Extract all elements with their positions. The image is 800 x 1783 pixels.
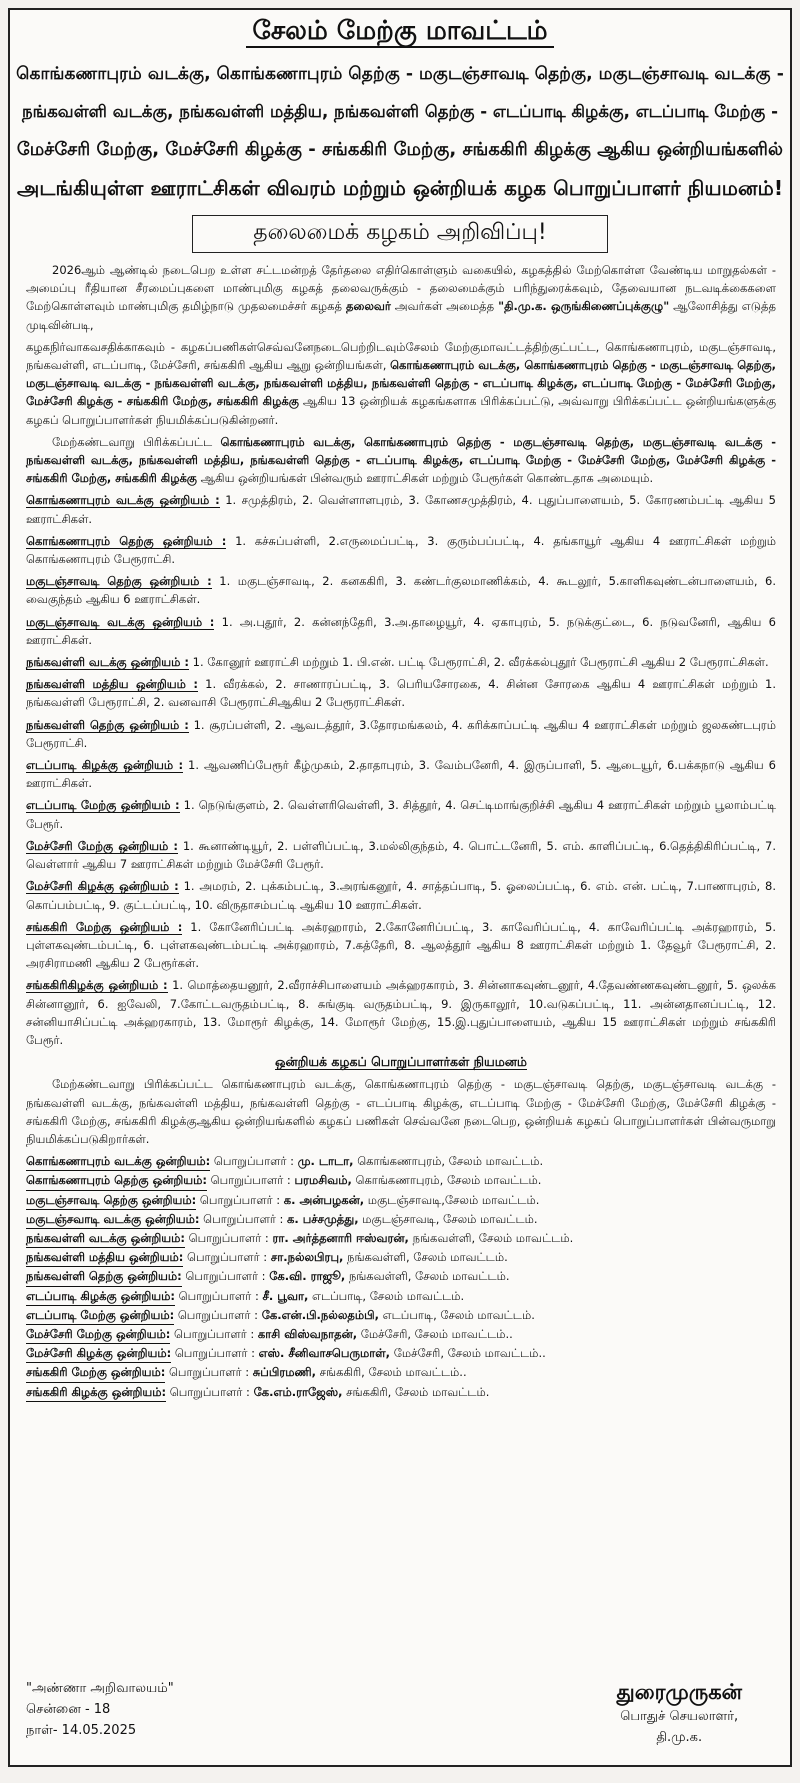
appointment-union: மேச்சேரி கிழக்கு ஒன்றியம்: bbox=[26, 1344, 171, 1363]
announcement-page bbox=[8, 8, 792, 1767]
union-village-list bbox=[26, 491, 776, 1049]
appointment-label: பொறுப்பாளர் : bbox=[196, 1192, 284, 1207]
appointment-label: பொறுப்பாளர் : bbox=[210, 1154, 298, 1169]
appointment-row bbox=[26, 1306, 776, 1325]
appointment-label: பொறுப்பாளர் : bbox=[206, 1173, 295, 1188]
union-name: சங்ககிரி மேற்கு ஒன்றியம் : bbox=[26, 919, 183, 934]
office-name: "அண்ணா அறிவாலயம்" bbox=[26, 1681, 174, 1696]
appointee-place: மேச்சேரி, சேலம் மாவட்டம்.. bbox=[390, 1346, 546, 1361]
appointment-row bbox=[26, 1363, 776, 1382]
appointment-label: பொறுப்பாளர் : bbox=[165, 1365, 253, 1380]
union-entry bbox=[26, 918, 776, 973]
union-entry bbox=[26, 877, 776, 913]
appointee-name: க. அன்பழகன், bbox=[283, 1192, 365, 1207]
signatory-name: துரைமுருகன் bbox=[616, 1680, 742, 1704]
appointment-row bbox=[26, 1344, 776, 1363]
union-entry bbox=[26, 976, 776, 1049]
announcement-body bbox=[10, 253, 790, 1402]
party-name: தி.மு.க. bbox=[656, 1730, 703, 1745]
appointee-place: மகுடஞ்சாவடி,சேலம் மாவட்டம். bbox=[364, 1192, 540, 1207]
appointment-union: கொங்கணாபுரம் தெற்கு ஒன்றியம்: bbox=[26, 1171, 207, 1190]
union-villages: 1. நெடுங்குளம், 2. வெள்ளரிவெள்ளி, 3. சித்தூர், 4. செட்டிமாங்குறிச்சி ஆகிய 4 ஊராட்சிகள் மற்றும் பூலாம்பட்டி பேரூர். bbox=[26, 798, 776, 831]
appointment-row bbox=[26, 1171, 776, 1190]
appointee-name: சுப்பிரமணி, bbox=[252, 1365, 317, 1380]
appointee-name: கே.வி. ராஜூ, bbox=[269, 1269, 346, 1284]
city: சென்னை - 18 bbox=[26, 1702, 111, 1717]
appointee-place: மகுடஞ்சாவடி, சேலம் மாவட்டம். bbox=[358, 1211, 538, 1226]
footer-address bbox=[26, 1678, 174, 1741]
appointment-row bbox=[26, 1191, 776, 1210]
appointee-place: சங்ககிரி, சேலம் மாவட்டம். bbox=[342, 1384, 490, 1399]
appointment-union: நங்கவள்ளி தெற்கு ஒன்றியம்: bbox=[26, 1267, 182, 1286]
appointee-name: மு. டாடா, bbox=[297, 1154, 354, 1169]
appointment-label: பொறுப்பாளர் : bbox=[181, 1269, 270, 1284]
appointee-place: நங்கவள்ளி, சேலம் மாவட்டம். bbox=[345, 1269, 510, 1284]
appointment-union: நங்கவள்ளி வடக்கு ஒன்றியம்: bbox=[26, 1229, 185, 1248]
appointment-label: பொறுப்பாளர் : bbox=[184, 1230, 273, 1245]
appointee-place: நங்கவள்ளி, சேலம் மாவட்டம். bbox=[343, 1250, 508, 1265]
appointment-label: பொறுப்பாளர் : bbox=[175, 1288, 263, 1303]
appointment-union: சங்ககிரி மேற்கு ஒன்றியம்: bbox=[26, 1363, 165, 1382]
union-entry bbox=[26, 532, 776, 568]
union-villages: 1. ஆவணிப்பேரூர் கீழ்முகம், 2.தாதாபுரம், 3. வேம்பனேரி, 4. இருப்பாளி, 5. ஆடையூர், 6.பக்கநாடு ஆகிய 6 ஊராட்சிகள். bbox=[26, 758, 776, 791]
union-villages: 1. சமுத்திரம், 2. வெள்ளாளபுரம், 3. கோணசமுத்திரம், 4. புதுப்பாளையம், 5. கோரணம்பட்டி ஆகிய 5 ஊராட்சிகள். bbox=[26, 493, 776, 526]
union-villages: 1. மகுடஞ்சாவடி, 2. கனககிரி, 3. கண்டர்குலமாணிக்கம், 4. கூடலூர், 5.காளிகவுண்டன்பாளையம், 6. வைகுந்தம் ஆகிய 6 ஊராட்சிகள். bbox=[26, 574, 776, 607]
union-entry bbox=[26, 491, 776, 527]
appointment-row bbox=[26, 1210, 776, 1229]
appointee-name: ரா. அர்த்தனாரி ஈஸ்வரன், bbox=[272, 1230, 409, 1245]
appointment-union: எடப்பாடி மேற்கு ஒன்றியம்: bbox=[26, 1306, 174, 1325]
subheading-box: தலைமைக் கழகம் அறிவிப்பு! bbox=[192, 215, 608, 253]
appointment-union: கொங்கணாபுரம் வடக்கு ஒன்றியம்: bbox=[26, 1152, 210, 1171]
union-entry bbox=[26, 796, 776, 832]
appointment-label: பொறுப்பாளர் : bbox=[183, 1250, 271, 1265]
union-name: மகுடஞ்சாவடி தெற்கு ஒன்றியம் : bbox=[26, 574, 212, 589]
appointment-union: மகுடஞ்சாவடி தெற்கு ஒன்றியம்: bbox=[26, 1191, 196, 1210]
appointment-row bbox=[26, 1383, 776, 1402]
appointment-label: பொறுப்பாளர் : bbox=[174, 1307, 262, 1322]
appointment-label: பொறுப்பாளர் : bbox=[170, 1326, 258, 1341]
union-name: மேச்சேரி மேற்கு ஒன்றியம் : bbox=[26, 838, 178, 853]
union-name: மகுடஞ்சாவடி வடக்கு ஒன்றியம் : bbox=[26, 614, 215, 629]
union-villages: 1. கச்சுப்பள்ளி, 2.எருமைப்பட்டி, 3. குரும்பப்பட்டி, 4. தங்காயூர் ஆகிய 4 ஊராட்சிகள் மற்றும் கொங்கணாபுரம் பேரூராட்சி. bbox=[26, 533, 777, 567]
union-entry bbox=[26, 613, 776, 649]
appointments-heading: ஒன்றியக் கழகப் பொறுப்பாளர்கள் நியமனம் bbox=[274, 1054, 527, 1070]
union-entry bbox=[26, 675, 776, 711]
appointment-union: மகுடஞ்சவாடி வடக்கு ஒன்றியம்: bbox=[26, 1210, 200, 1229]
appointment-row bbox=[26, 1287, 776, 1306]
union-entry bbox=[26, 653, 776, 671]
appointment-union: மேச்சேரி மேற்கு ஒன்றியம்: bbox=[26, 1325, 170, 1344]
union-name: சங்ககிரிகிழக்கு ஒன்றியம் : bbox=[26, 978, 168, 993]
union-name: எடப்பாடி மேற்கு ஒன்றியம் : bbox=[26, 798, 180, 813]
union-villages: 1. அமரம், 2. புக்கம்பட்டி, 3.அரங்கனூர், 4. சாத்தப்பாடி, 5. ஓலைப்பட்டி, 6. எம். என். பட்டி, 7.பாணாபுரம், 8. கொப்பம்பட்டி, 9. குட்டப்பட்டி, 10. விருதாசம்பட்டி ஆகிய 10 ஊராட்சிகள். bbox=[26, 879, 776, 912]
appointee-name: காசி விஸ்வநாதன், bbox=[257, 1326, 358, 1341]
appointee-name: சீ. பூவா, bbox=[262, 1288, 309, 1303]
union-entry bbox=[26, 572, 776, 608]
union-villages: 1. சூரப்பள்ளி, 2. ஆவடத்தூர், 3.தோரமங்கலம், 4. கரிக்காப்பட்டி ஆகிய 4 ஊராட்சிகள் மற்றும் ஜலகண்டபுரம் பேரூராட்சி. bbox=[26, 717, 776, 750]
appointee-name: க. பச்சமுத்து, bbox=[287, 1211, 359, 1226]
union-entry bbox=[26, 716, 776, 752]
signature-block bbox=[616, 1678, 742, 1748]
appointment-row bbox=[26, 1325, 776, 1344]
division-paragraph: கழகநிர்வாகவசதிக்காகவும் - கழகப்பணிகள்செவ்வனேநடைபெற்றிடவும்சேலம் மேற்குமாவட்டத்திற்குட்பட்ட, கொங்கணாபுரம், மகுடஞ்சாவடி, நங்கவள்ளி, எடப்பாடி, மேச்சேரி, சங்ககிரி ஆகிய ஆறு ஒன்றியங்கள், கொங்கணாபுரம் வடக்கு, கொங்கணாபுரம் தெற்கு - மகுடஞ்சாவடி தெற்கு, மகுடஞ்சாவடி வடக்கு - நங்கவள்ளி வடக்கு, நங்கவள்ளி மத்திய, நங்கவள்ளி தெற்கு - எடப்பாடி கிழக்கு, எடப்பாடி மேற்கு - மேச்சேரி மேற்கு, மேச்சேரி கிழக்கு - சங்ககிரி மேற்கு, சங்ககிரி கிழக்கு ஆகிய 13 ஒன்றியக் கழகங்களாக பிரிக்கப்பட்டு, அவ்வாறு பிரிக்கப்பட்ட ஒன்றியங்களுக்கு கழகப் பொறுப்பாளர்கள் நியமிக்கப்படுகின்றனர். bbox=[26, 339, 776, 427]
union-name: நங்கவள்ளி மத்திய ஒன்றியம் : bbox=[26, 677, 198, 692]
appointee-place: கொங்கணாபுரம், சேலம் மாவட்டம். bbox=[351, 1173, 542, 1188]
headline-line: அடங்கியுள்ள ஊராட்சிகள் விவரம் மற்றும் ஒன்றியக் கழக பொறுப்பாளர் நியமனம்! bbox=[16, 176, 784, 200]
union-villages: 1. அ.புதூர், 2. கன்னந்தேரி, 3.அ.தாழையூர், 4. ஏகாபுரம், 5. நடுக்குட்டை, 6. நடுவனேரி, ஆகிய 6 ஊராட்சிகள். bbox=[26, 614, 776, 647]
appointment-label: பொறுப்பாளர் : bbox=[166, 1384, 254, 1399]
villages-intro-paragraph: மேற்கண்டவாறு பிரிக்கப்பட்ட கொங்கணாபுரம் வடக்கு, கொங்கணாபுரம் தெற்கு - மகுடஞ்சாவடி தெற்கு, மகுடஞ்சாவடி வடக்கு - நங்கவள்ளி வடக்கு, நங்கவள்ளி மத்திய, நங்கவள்ளி தெற்கு - எடப்பாடி கிழக்கு, எடப்பாடி மேற்கு - மேச்சேரி மேற்கு, மேச்சேரி கிழக்கு - சங்ககிரி மேற்கு, சங்ககிரி கிழக்கு ஆகிய ஒன்றியங்கள் பின்வரும் ஊராட்சிகள் மற்றும் பேரூர்கள் கொண்டதாக அமையும். bbox=[26, 434, 776, 486]
appointee-name: எஸ். சீனிவாசபெருமாள், bbox=[258, 1346, 391, 1361]
signatory-designation: பொதுச் செயலாளர், bbox=[620, 1709, 739, 1724]
appointments-list bbox=[26, 1152, 776, 1402]
appointee-place: எடப்பாடி, சேலம் மாவட்டம். bbox=[379, 1307, 535, 1322]
union-name: கொங்கணாபுரம் தெற்கு ஒன்றியம் : bbox=[26, 533, 227, 548]
appointee-place: எடப்பாடி, சேலம் மாவட்டம். bbox=[308, 1288, 465, 1303]
union-villages: 1. வீரக்கல், 2. சாணாரப்பட்டி, 3. பெரியசோரகை, 4. சின்ன சோரகை ஆகிய 4 ஊராட்சிகள் மற்றும் 1. நங்கவள்ளி பேரூராட்சி, 2. வனவாசி பேரூராட்சிஆகிய 2 பேரூராட்சிகள். bbox=[26, 677, 776, 710]
appointment-union: சங்ககிரி கிழக்கு ஒன்றியம்: bbox=[26, 1383, 166, 1402]
appointee-name: கே.என்.பி.நல்லதம்பி, bbox=[261, 1307, 380, 1322]
union-entry bbox=[26, 756, 776, 792]
district-title: சேலம் மேற்கு மாவட்டம் bbox=[10, 16, 790, 49]
union-name: மேச்சேரி கிழக்கு ஒன்றியம் : bbox=[26, 879, 179, 894]
headline bbox=[16, 55, 784, 207]
appointee-name: சா.நல்லபிரபு, bbox=[270, 1250, 344, 1265]
appointment-row bbox=[26, 1248, 776, 1267]
appointee-place: நங்கவள்ளி, சேலம் மாவட்டம். bbox=[408, 1230, 574, 1245]
intro-paragraph: 2026ஆம் ஆண்டில் நடைபெற உள்ள சட்டமன்றத் தேர்தலை எதிர்கொள்ளும் வகையில், கழகத்தில் மேற்கொள்ள வேண்டிய மாறுதல்கள் - அமைப்பு ரீதியான சீரமைப்புகளை மாண்புமிகு கழகத் தலைவருக்கும் - தலைமைக்கும் பரிந்துரைக்கவும், தேவையான நடவடிக்கைகளை மேற்கொள்ளவும் மாண்புமிகு தமிழ்நாடு முதலமைச்சர் கழகத் தலைவர் அவர்கள் அமைத்த "தி.மு.க. ஒருங்கிணைப்புக்குழு" ஆலோசித்து எடுத்த முடிவின்படி, bbox=[26, 263, 776, 332]
union-villages: 1. மொத்தையனூர், 2.வீராச்சிபாளையம் அக்ஹரகாரம், 3. சின்னாகவுண்டனூர், 4.தேவண்ணகவுண்டனூர், 5. ஒலக்க சின்னானூர், 6. ஐவேலி, 7.கோட்டவருதம்பட்டி, 8. சுங்குடி வருதம்பட்டி, 9. இருகாலூர், 10.வடுகப்பட்டி, 11. அன்னதானப்பட்டி, 12. சன்னியாசிப்பட்டி அக்ஹரகாரம், 13. மோரூர் கிழக்கு, 14. மோரூர் மேற்கு, 15.இ.புதுப்பாளையம், ஆகிய 15 ஊராட்சிகள் மற்றும் சங்ககிரி பேரூர். bbox=[26, 978, 776, 1047]
appointee-place: மேச்சேரி, சேலம் மாவட்டம்.. bbox=[357, 1326, 513, 1341]
headline-line: நங்கவள்ளி வடக்கு, நங்கவள்ளி மத்திய, நங்கவள்ளி தெற்கு - எடப்பாடி கிழக்கு, எடப்பாடி மேற்கு - bbox=[22, 102, 778, 121]
appointment-row bbox=[26, 1152, 776, 1171]
date: நாள்- 14.05.2025 bbox=[26, 1723, 137, 1738]
appointment-row bbox=[26, 1267, 776, 1286]
appointment-label: பொறுப்பாளர் : bbox=[171, 1346, 259, 1361]
appointment-union: எடப்பாடி கிழக்கு ஒன்றியம்: bbox=[26, 1287, 175, 1306]
appointments-paragraph: மேற்கண்டவாறு பிரிக்கப்பட்ட கொங்கணாபுரம் வடக்கு, கொங்கணாபுரம் தெற்கு - மகுடஞ்சாவடி தெற்கு, மகுடஞ்சாவடி வடக்கு - நங்கவள்ளி வடக்கு, நங்கவள்ளி மத்திய, நங்கவள்ளி தெற்கு - எடப்பாடி கிழக்கு, எடப்பாடி மேற்கு - மேச்சேரி மேற்கு, மேச்சேரி கிழக்கு - சங்ககிரி மேற்கு, சங்ககிரி கிழக்குஆகிய ஒன்றியங்களில் கழகப் பணிகள் செவ்வனே நடைபெற, ஒன்றியக் கழகப் பொறுப்பாளர்கள் பின்வருமாறு நியமிக்கப்படுகிறார்கள். bbox=[26, 1077, 776, 1146]
union-name: எடப்பாடி கிழக்கு ஒன்றியம் : bbox=[26, 758, 184, 773]
appointment-union: நங்கவள்ளி மத்திய ஒன்றியம்: bbox=[26, 1248, 183, 1267]
union-name: நங்கவள்ளி வடக்கு ஒன்றியம் : bbox=[26, 655, 189, 670]
appointee-place: சங்ககிரி, சேலம் மாவட்டம்.. bbox=[316, 1365, 467, 1380]
union-name: நங்கவள்ளி தெற்கு ஒன்றியம் : bbox=[26, 717, 189, 732]
union-villages: 1. கோனேரிப்பட்டி அக்ரஹாரம், 2.கோனேரிப்பட்டி, 3. காவேரிப்பட்டி, 4. காவேரிப்பட்டி அக்ரஹாரம், 5. புள்ளகவுண்டம்பட்டி, 6. புள்ளகவுண்டம்பட்டி அக்ரஹாரம், 7.கத்தேரி, 8. ஆலத்தூர் ஆகிய 8 ஊராட்சிகள் மற்றும் 1. தேவூர் பேரூராட்சி, 2. அரசிராமணி ஆகிய 2 பேரூர்கள். bbox=[26, 919, 776, 971]
union-entry bbox=[26, 837, 776, 873]
union-villages: 1. கூனாண்டியூர், 2. பள்ளிப்பட்டி, 3.மல்லிகுந்தம், 4. பொட்டனேரி, 5. எம். காளிப்பட்டி, 6.தெத்திகிரிப்பட்டி, 7. வெள்ளார் ஆகிய 7 ஊராட்சிகள் மற்றும் மேச்சேரி பேரூர். bbox=[26, 838, 776, 872]
appointment-label: பொறுப்பாளர் : bbox=[199, 1211, 288, 1226]
appointee-name: கே.எம்.ராஜேஸ், bbox=[253, 1384, 343, 1399]
headline-line: கொங்கணாபுரம் வடக்கு, கொங்கணாபுரம் தெற்கு - மகுடஞ்சாவடி தெற்கு, மகுடஞ்சாவடி வடக்கு - bbox=[16, 64, 784, 84]
union-name: கொங்கணாபுரம் வடக்கு ஒன்றியம் : bbox=[26, 493, 220, 508]
union-villages: 1. கோனூர் ஊராட்சி மற்றும் 1. பி.என். பட்டி பேரூராட்சி, 2. வீரக்கல்புதூர் பேரூராட்சி ஆகிய 2 பேரூராட்சிகள். bbox=[188, 655, 769, 670]
appointee-name: பரமசிவம், bbox=[294, 1173, 352, 1188]
appointment-row bbox=[26, 1229, 776, 1248]
headline-line: மேச்சேரி மேற்கு, மேச்சேரி கிழக்கு - சங்ககிரி மேற்கு, சங்ககிரி கிழக்கு ஆகிய ஒன்றியங்களில் bbox=[16, 139, 784, 160]
appointee-place: கொங்கணாபுரம், சேலம் மாவட்டம். bbox=[353, 1154, 544, 1169]
